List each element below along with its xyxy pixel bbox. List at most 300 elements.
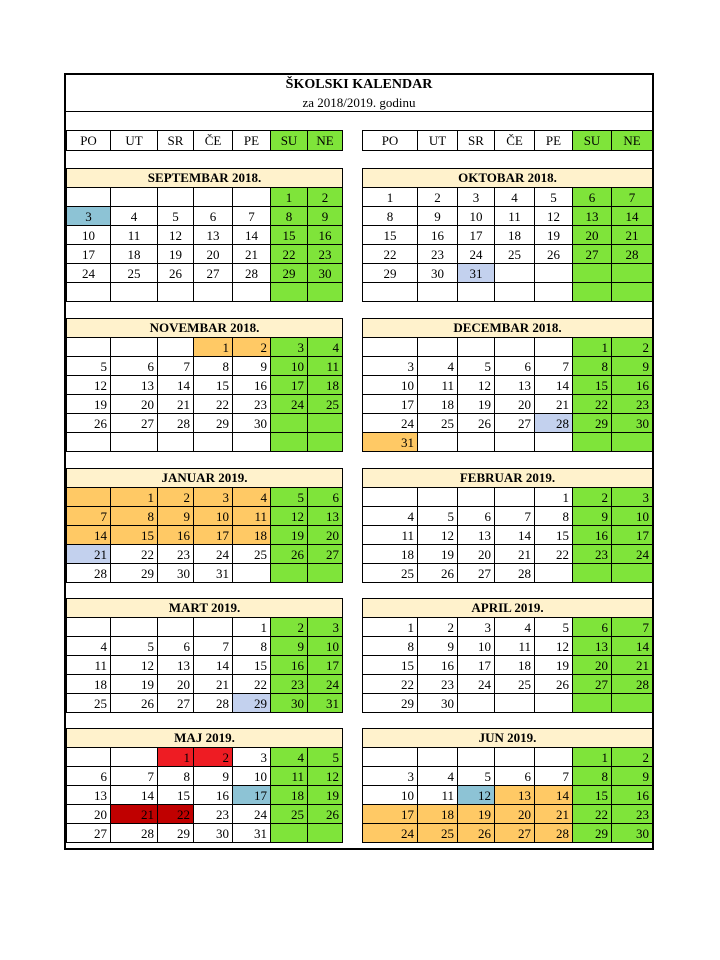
- day-cell: 17: [307, 655, 343, 675]
- day-cell: 9: [270, 636, 308, 656]
- day-cell: 22: [572, 394, 612, 414]
- day-cell: 9: [307, 206, 343, 226]
- day-cell: 1: [110, 487, 158, 507]
- day-cell: 6: [110, 356, 158, 376]
- day-cell: 26: [457, 823, 495, 843]
- day-cell: 28: [611, 244, 653, 264]
- weekday-header: NE: [611, 130, 653, 151]
- day-cell: 14: [66, 525, 111, 545]
- day-cell: 24: [457, 244, 495, 264]
- day-cell: 17: [66, 244, 111, 264]
- day-cell: 18: [362, 544, 418, 564]
- empty-cell: [457, 693, 495, 713]
- weekday-header: UT: [110, 130, 158, 151]
- day-cell: 1: [270, 187, 308, 207]
- day-cell: 4: [66, 636, 111, 656]
- day-cell: 16: [611, 785, 653, 805]
- empty-cell: [611, 432, 653, 452]
- day-cell: 9: [193, 766, 233, 786]
- day-cell: 8: [110, 506, 158, 526]
- day-cell: 22: [232, 674, 271, 694]
- day-cell: 21: [534, 394, 573, 414]
- day-cell: 21: [494, 544, 535, 564]
- day-cell: 11: [110, 225, 158, 245]
- day-cell: 15: [362, 225, 418, 245]
- empty-cell: [494, 693, 535, 713]
- empty-cell: [193, 432, 233, 452]
- day-cell: 7: [110, 766, 158, 786]
- month-header: MAJ 2019.: [66, 728, 343, 748]
- empty-cell: [157, 282, 194, 302]
- day-cell: 28: [157, 413, 194, 433]
- day-cell: 5: [417, 506, 458, 526]
- empty-cell: [457, 747, 495, 767]
- day-cell: 28: [232, 263, 271, 283]
- day-cell: 2: [417, 187, 458, 207]
- weekday-header: PE: [534, 130, 573, 151]
- day-cell: 14: [193, 655, 233, 675]
- empty-cell: [232, 432, 271, 452]
- day-cell: 25: [232, 544, 271, 564]
- weekday-header: PE: [232, 130, 271, 151]
- day-cell: 14: [110, 785, 158, 805]
- day-cell: 31: [362, 432, 418, 452]
- day-cell: 19: [307, 785, 343, 805]
- day-cell: 1: [193, 337, 233, 357]
- day-cell: 12: [307, 766, 343, 786]
- day-cell: 28: [611, 674, 653, 694]
- day-cell: 5: [66, 356, 111, 376]
- day-cell: 27: [157, 693, 194, 713]
- empty-cell: [611, 563, 653, 583]
- empty-cell: [110, 337, 158, 357]
- day-cell: 13: [457, 525, 495, 545]
- day-cell: 22: [572, 804, 612, 824]
- day-cell: 16: [417, 225, 458, 245]
- day-cell: 23: [232, 394, 271, 414]
- weekday-header: ČE: [494, 130, 535, 151]
- empty-cell: [270, 282, 308, 302]
- day-cell: 14: [611, 206, 653, 226]
- day-cell: 1: [362, 187, 418, 207]
- day-cell: 19: [457, 804, 495, 824]
- day-cell: 28: [494, 563, 535, 583]
- day-cell: 17: [457, 225, 495, 245]
- day-cell: 24: [362, 823, 418, 843]
- day-cell: 10: [611, 506, 653, 526]
- day-cell: 4: [494, 617, 535, 637]
- day-cell: 18: [417, 394, 458, 414]
- day-cell: 4: [270, 747, 308, 767]
- day-cell: 7: [157, 356, 194, 376]
- weekday-header: ČE: [193, 130, 233, 151]
- day-cell: 20: [157, 674, 194, 694]
- day-cell: 14: [494, 525, 535, 545]
- day-cell: 17: [362, 394, 418, 414]
- day-cell: 2: [193, 747, 233, 767]
- day-cell: 15: [362, 655, 418, 675]
- day-cell: 4: [362, 506, 418, 526]
- day-cell: 2: [611, 337, 653, 357]
- empty-cell: [417, 337, 458, 357]
- day-cell: 29: [232, 693, 271, 713]
- day-cell: 15: [157, 785, 194, 805]
- day-cell: 17: [611, 525, 653, 545]
- day-cell: 6: [157, 636, 194, 656]
- day-cell: 31: [193, 563, 233, 583]
- day-cell: 27: [572, 674, 612, 694]
- day-cell: 16: [270, 655, 308, 675]
- empty-cell: [362, 487, 418, 507]
- day-cell: 1: [362, 617, 418, 637]
- day-cell: 20: [494, 394, 535, 414]
- day-cell: 18: [417, 804, 458, 824]
- day-cell: 15: [534, 525, 573, 545]
- empty-cell: [457, 282, 495, 302]
- empty-cell: [307, 282, 343, 302]
- month-header: SEPTEMBAR 2018.: [66, 168, 343, 188]
- empty-cell: [457, 337, 495, 357]
- empty-cell: [611, 263, 653, 283]
- day-cell: 1: [572, 337, 612, 357]
- day-cell: 5: [157, 206, 194, 226]
- day-cell: 10: [457, 636, 495, 656]
- day-cell: 6: [494, 356, 535, 376]
- day-cell: 20: [110, 394, 158, 414]
- day-cell: 2: [611, 747, 653, 767]
- day-cell: 11: [417, 375, 458, 395]
- weekday-header: PO: [362, 130, 418, 151]
- day-cell: 23: [270, 674, 308, 694]
- empty-cell: [534, 563, 573, 583]
- day-cell: 11: [494, 636, 535, 656]
- day-cell: 30: [232, 413, 271, 433]
- weekday-header: UT: [417, 130, 458, 151]
- day-cell: 6: [457, 506, 495, 526]
- empty-cell: [494, 432, 535, 452]
- day-cell: 8: [534, 506, 573, 526]
- day-cell: 11: [307, 356, 343, 376]
- month-header: DECEMBAR 2018.: [362, 318, 653, 338]
- page-title: ŠKOLSKI KALENDAR: [285, 77, 433, 92]
- day-cell: 15: [232, 655, 271, 675]
- day-cell: 20: [193, 244, 233, 264]
- day-cell: 20: [457, 544, 495, 564]
- day-cell: 10: [307, 636, 343, 656]
- day-cell: 23: [611, 394, 653, 414]
- day-cell: 12: [417, 525, 458, 545]
- day-cell: 24: [457, 674, 495, 694]
- day-cell: 22: [362, 244, 418, 264]
- day-cell: 17: [457, 655, 495, 675]
- empty-cell: [457, 432, 495, 452]
- empty-cell: [193, 187, 233, 207]
- day-cell: 27: [457, 563, 495, 583]
- day-cell: 23: [417, 244, 458, 264]
- day-cell: 3: [66, 206, 111, 226]
- day-cell: 3: [611, 487, 653, 507]
- day-cell: 17: [362, 804, 418, 824]
- day-cell: 29: [362, 693, 418, 713]
- month-header: JUN 2019.: [362, 728, 653, 748]
- day-cell: 28: [534, 823, 573, 843]
- day-cell: 6: [572, 617, 612, 637]
- month-header: FEBRUAR 2019.: [362, 468, 653, 488]
- day-cell: 4: [110, 206, 158, 226]
- day-cell: 10: [66, 225, 111, 245]
- day-cell: 27: [110, 413, 158, 433]
- day-cell: 29: [110, 563, 158, 583]
- empty-cell: [494, 337, 535, 357]
- day-cell: 26: [534, 244, 573, 264]
- day-cell: 7: [534, 356, 573, 376]
- empty-cell: [157, 617, 194, 637]
- day-cell: 29: [362, 263, 418, 283]
- day-cell: 1: [157, 747, 194, 767]
- day-cell: 16: [157, 525, 194, 545]
- day-cell: 19: [270, 525, 308, 545]
- empty-cell: [534, 432, 573, 452]
- day-cell: 26: [534, 674, 573, 694]
- day-cell: 22: [362, 674, 418, 694]
- day-cell: 13: [572, 636, 612, 656]
- day-cell: 13: [157, 655, 194, 675]
- day-cell: 24: [307, 674, 343, 694]
- day-cell: 23: [572, 544, 612, 564]
- empty-cell: [534, 693, 573, 713]
- day-cell: 6: [572, 187, 612, 207]
- day-cell: 26: [270, 544, 308, 564]
- day-cell: 23: [193, 804, 233, 824]
- day-cell: 21: [157, 394, 194, 414]
- day-cell: 3: [270, 337, 308, 357]
- weekday-header: PO: [66, 130, 111, 151]
- day-cell: 6: [307, 487, 343, 507]
- day-cell: 8: [572, 356, 612, 376]
- day-cell: 16: [193, 785, 233, 805]
- day-cell: 30: [611, 823, 653, 843]
- day-cell: 23: [611, 804, 653, 824]
- day-cell: 25: [110, 263, 158, 283]
- day-cell: 24: [362, 413, 418, 433]
- day-cell: 16: [417, 655, 458, 675]
- day-cell: 19: [417, 544, 458, 564]
- empty-cell: [534, 337, 573, 357]
- day-cell: 12: [534, 206, 573, 226]
- day-cell: 22: [193, 394, 233, 414]
- day-cell: 11: [417, 785, 458, 805]
- weekday-header: SU: [270, 130, 308, 151]
- day-cell: 5: [270, 487, 308, 507]
- day-cell: 8: [270, 206, 308, 226]
- day-cell: 21: [534, 804, 573, 824]
- weekday-header: SU: [572, 130, 612, 151]
- day-cell: 21: [193, 674, 233, 694]
- empty-cell: [611, 693, 653, 713]
- empty-cell: [307, 432, 343, 452]
- empty-cell: [572, 693, 612, 713]
- empty-cell: [494, 747, 535, 767]
- day-cell: 3: [307, 617, 343, 637]
- empty-cell: [534, 747, 573, 767]
- day-cell: 30: [193, 823, 233, 843]
- empty-cell: [307, 413, 343, 433]
- weekday-header: SR: [457, 130, 495, 151]
- day-cell: 24: [193, 544, 233, 564]
- empty-cell: [66, 487, 111, 507]
- day-cell: 10: [193, 506, 233, 526]
- empty-cell: [66, 282, 111, 302]
- day-cell: 20: [572, 655, 612, 675]
- day-cell: 8: [572, 766, 612, 786]
- day-cell: 31: [307, 693, 343, 713]
- empty-cell: [66, 187, 111, 207]
- day-cell: 12: [157, 225, 194, 245]
- day-cell: 23: [307, 244, 343, 264]
- empty-cell: [362, 282, 418, 302]
- day-cell: 20: [66, 804, 111, 824]
- day-cell: 25: [307, 394, 343, 414]
- day-cell: 17: [232, 785, 271, 805]
- empty-cell: [110, 282, 158, 302]
- empty-cell: [157, 432, 194, 452]
- day-cell: 20: [572, 225, 612, 245]
- day-cell: 12: [270, 506, 308, 526]
- day-cell: 27: [307, 544, 343, 564]
- day-cell: 9: [417, 206, 458, 226]
- empty-cell: [494, 263, 535, 283]
- month-header: OKTOBAR 2018.: [362, 168, 653, 188]
- day-cell: 16: [572, 525, 612, 545]
- day-cell: 28: [534, 413, 573, 433]
- day-cell: 11: [232, 506, 271, 526]
- month-header: APRIL 2019.: [362, 598, 653, 618]
- empty-cell: [157, 187, 194, 207]
- day-cell: 10: [362, 375, 418, 395]
- day-cell: 28: [110, 823, 158, 843]
- day-cell: 21: [611, 655, 653, 675]
- month-header: JANUAR 2019.: [66, 468, 343, 488]
- empty-cell: [417, 432, 458, 452]
- day-cell: 13: [494, 375, 535, 395]
- day-cell: 29: [193, 413, 233, 433]
- day-cell: 27: [494, 413, 535, 433]
- title-divider: [66, 111, 652, 112]
- day-cell: 11: [66, 655, 111, 675]
- empty-cell: [66, 432, 111, 452]
- day-cell: 22: [534, 544, 573, 564]
- day-cell: 21: [232, 244, 271, 264]
- day-cell: 5: [457, 356, 495, 376]
- empty-cell: [232, 282, 271, 302]
- page-subtitle: za 2018/2019. godinu: [302, 95, 416, 110]
- day-cell: 3: [232, 747, 271, 767]
- day-cell: 19: [66, 394, 111, 414]
- day-cell: 16: [232, 375, 271, 395]
- day-cell: 7: [232, 206, 271, 226]
- day-cell: 4: [417, 356, 458, 376]
- day-cell: 5: [307, 747, 343, 767]
- empty-cell: [270, 563, 308, 583]
- day-cell: 25: [362, 563, 418, 583]
- day-cell: 15: [193, 375, 233, 395]
- day-cell: 8: [157, 766, 194, 786]
- day-cell: 14: [534, 375, 573, 395]
- day-cell: 26: [66, 413, 111, 433]
- day-cell: 13: [494, 785, 535, 805]
- empty-cell: [193, 617, 233, 637]
- day-cell: 10: [270, 356, 308, 376]
- day-cell: 18: [110, 244, 158, 264]
- empty-cell: [417, 487, 458, 507]
- day-cell: 13: [307, 506, 343, 526]
- day-cell: 21: [110, 804, 158, 824]
- empty-cell: [270, 432, 308, 452]
- day-cell: 18: [270, 785, 308, 805]
- empty-cell: [572, 263, 612, 283]
- day-cell: 15: [572, 375, 612, 395]
- day-cell: 16: [611, 375, 653, 395]
- day-cell: 2: [572, 487, 612, 507]
- day-cell: 3: [457, 617, 495, 637]
- day-cell: 23: [417, 674, 458, 694]
- day-cell: 8: [193, 356, 233, 376]
- day-cell: 9: [572, 506, 612, 526]
- month-header: NOVEMBAR 2018.: [66, 318, 343, 338]
- day-cell: 27: [494, 823, 535, 843]
- day-cell: 26: [307, 804, 343, 824]
- day-cell: 5: [534, 187, 573, 207]
- day-cell: 25: [494, 674, 535, 694]
- day-cell: 29: [157, 823, 194, 843]
- day-cell: 2: [232, 337, 271, 357]
- day-cell: 1: [232, 617, 271, 637]
- day-cell: 5: [534, 617, 573, 637]
- day-cell: 10: [457, 206, 495, 226]
- day-cell: 24: [66, 263, 111, 283]
- day-cell: 1: [572, 747, 612, 767]
- empty-cell: [534, 282, 573, 302]
- day-cell: 14: [157, 375, 194, 395]
- day-cell: 21: [611, 225, 653, 245]
- day-cell: 26: [110, 693, 158, 713]
- day-cell: 30: [417, 693, 458, 713]
- day-cell: 13: [193, 225, 233, 245]
- day-cell: 1: [534, 487, 573, 507]
- empty-cell: [232, 187, 271, 207]
- day-cell: 30: [611, 413, 653, 433]
- day-cell: 30: [157, 563, 194, 583]
- day-cell: 4: [307, 337, 343, 357]
- day-cell: 19: [457, 394, 495, 414]
- day-cell: 22: [157, 804, 194, 824]
- month-header: MART 2019.: [66, 598, 343, 618]
- day-cell: 18: [66, 674, 111, 694]
- day-cell: 6: [193, 206, 233, 226]
- day-cell: 13: [572, 206, 612, 226]
- day-cell: 7: [66, 506, 111, 526]
- day-cell: 24: [611, 544, 653, 564]
- empty-cell: [457, 487, 495, 507]
- day-cell: 30: [307, 263, 343, 283]
- day-cell: 2: [270, 617, 308, 637]
- day-cell: 19: [534, 655, 573, 675]
- day-cell: 7: [611, 617, 653, 637]
- day-cell: 25: [270, 804, 308, 824]
- day-cell: 2: [157, 487, 194, 507]
- day-cell: 13: [110, 375, 158, 395]
- day-cell: 16: [307, 225, 343, 245]
